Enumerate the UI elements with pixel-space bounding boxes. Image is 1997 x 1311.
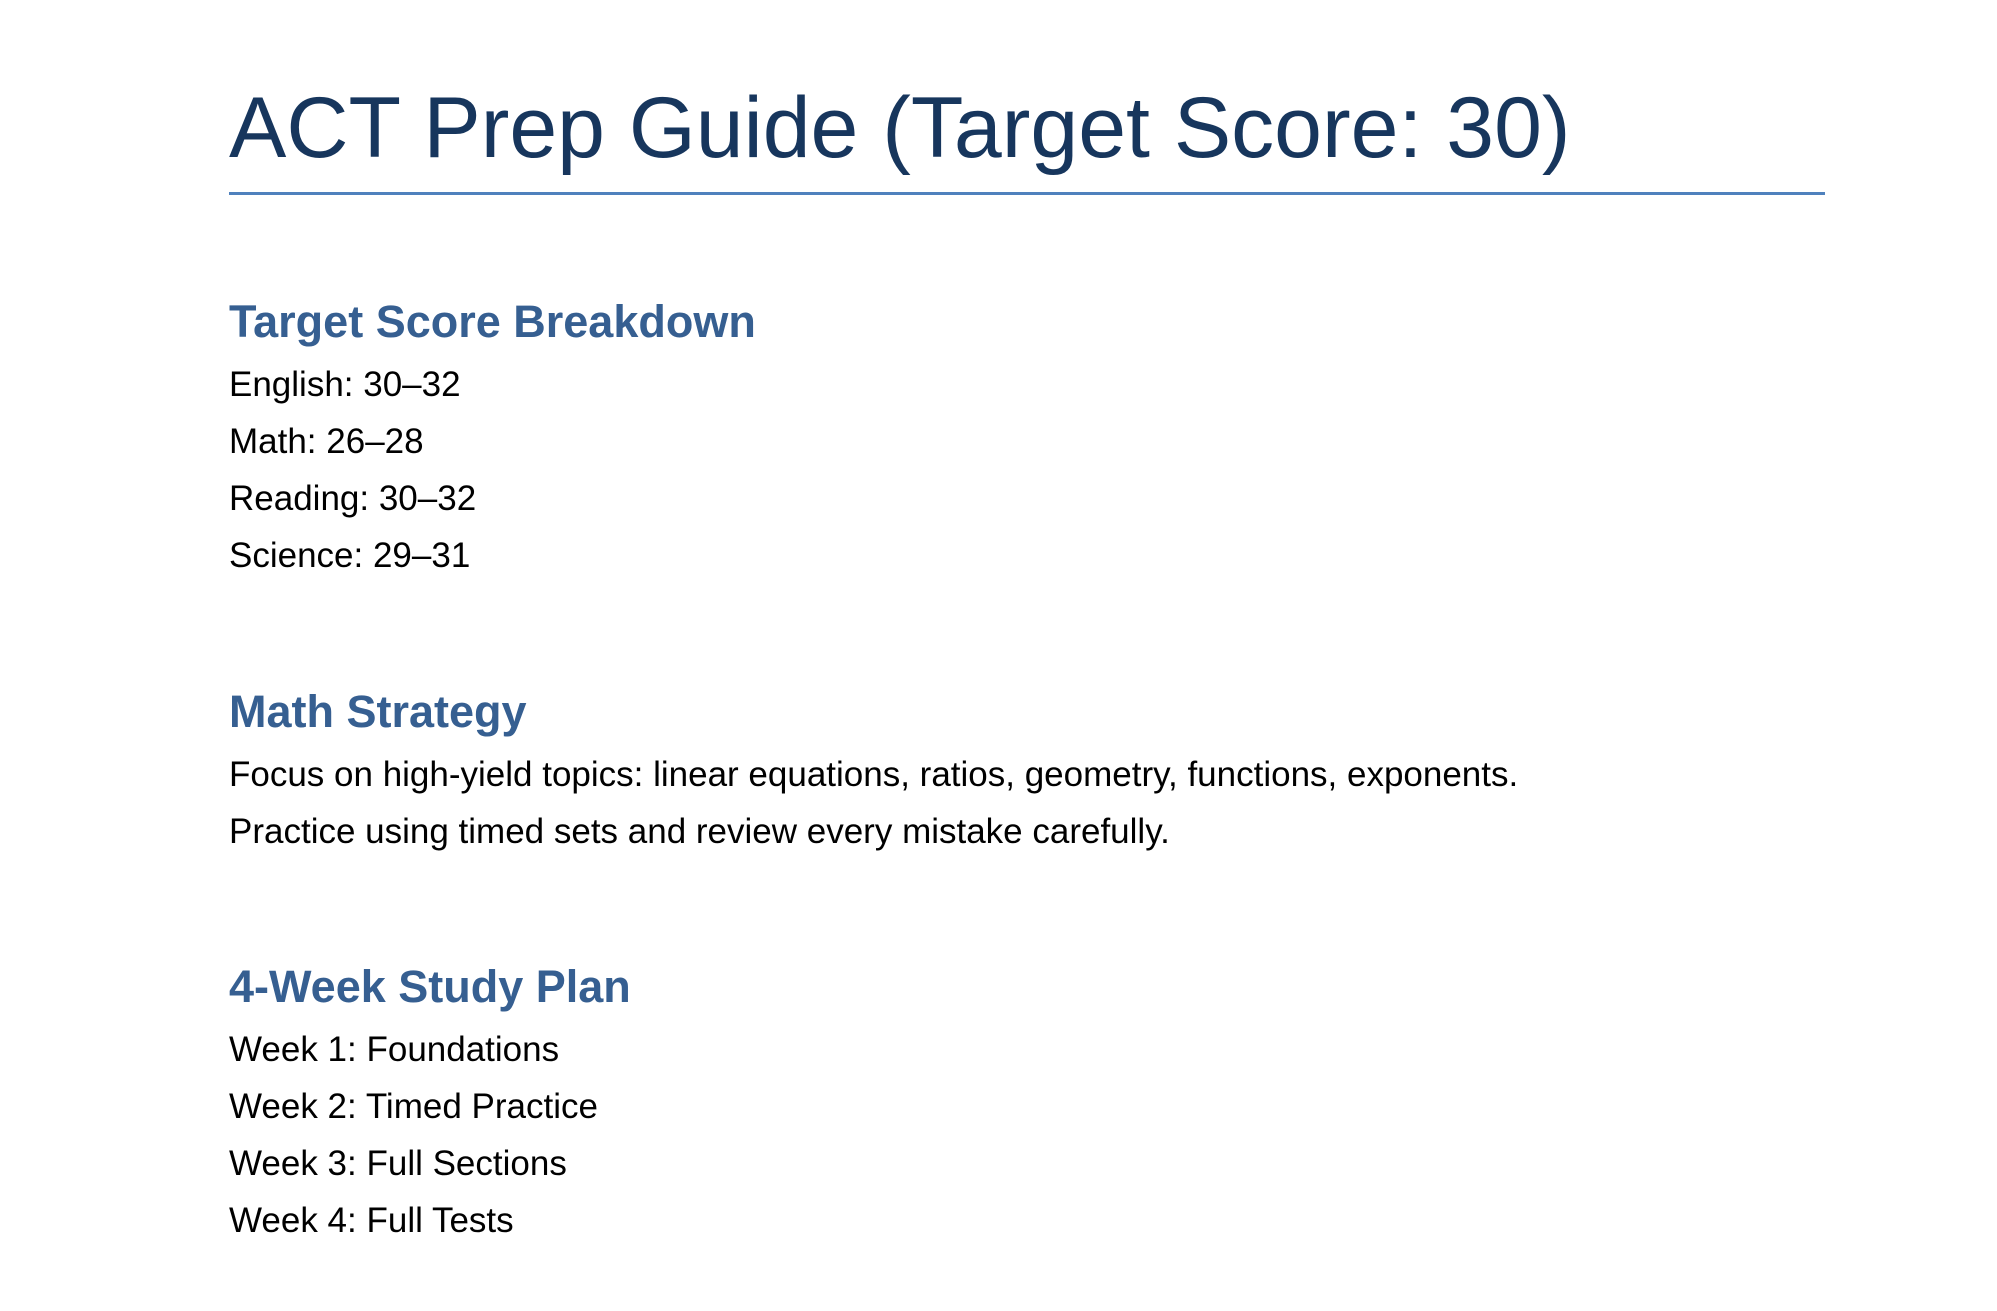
section-body — [229, 356, 756, 584]
score-math: Math: 26–28 — [229, 422, 424, 461]
section-body — [229, 746, 1518, 860]
strategy-paragraph-line: Practice using timed sets and review every mistake carefully. — [229, 812, 1170, 851]
section-body — [229, 1021, 631, 1249]
strategy-paragraph-line: Focus on high-yield topics: linear equations, ratios, geometry, functions, exponents. — [229, 755, 1519, 794]
document-page — [229, 0, 1825, 1311]
title-underline-rule — [229, 192, 1825, 195]
score-science: Science: 29–31 — [229, 536, 471, 575]
plan-week-2: Week 2: Timed Practice — [229, 1087, 598, 1126]
section-study-plan — [229, 959, 631, 1249]
plan-week-4: Week 4: Full Tests — [229, 1201, 514, 1240]
score-reading: Reading: 30–32 — [229, 479, 477, 518]
section-target-score-breakdown — [229, 294, 756, 584]
section-heading: 4-Week Study Plan — [229, 961, 631, 1012]
plan-week-3: Week 3: Full Sections — [229, 1144, 567, 1183]
section-heading: Math Strategy — [229, 686, 527, 737]
document-title: ACT Prep Guide (Target Score: 30) — [229, 80, 1571, 176]
section-heading: Target Score Breakdown — [229, 296, 756, 347]
section-math-strategy — [229, 684, 1518, 860]
plan-week-1: Week 1: Foundations — [229, 1030, 560, 1069]
score-english: English: 30–32 — [229, 365, 461, 404]
